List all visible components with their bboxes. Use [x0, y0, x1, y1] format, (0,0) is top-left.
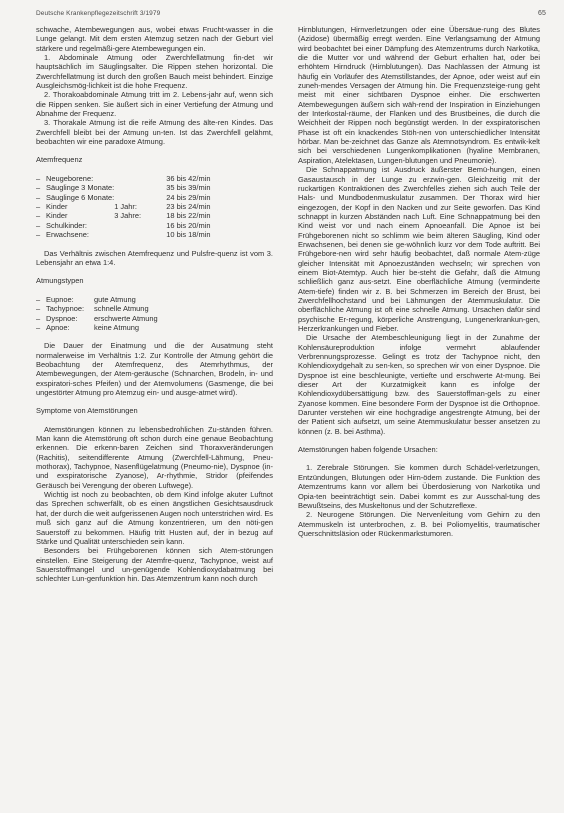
left-column: [36, 25, 273, 584]
frequency-table: [36, 174, 210, 240]
frequency-age: [114, 174, 166, 183]
frequency-value: 35 bis 39/min: [166, 183, 211, 193]
frequency-label: Schulkinder:: [46, 220, 87, 230]
paragraph-cerebral: 1. Zerebrale Störungen. Sie kommen durch Schädel-verletzungen, Entzündungen, Blutungen oder Hirn-ödem zustande. Die Funktion des Atemzentrums kann vor allem bei Überdosierung von Narkotika und Opia-ten beeinträchtigt sein. Dabei kommt es zur Ausschal-tung des Bewußtseins, des Muskeltonus und der Schutzreflexe.: [298, 463, 540, 510]
type-value: erschwerte Atmung: [94, 313, 158, 323]
paragraph-schnappatmung: Die Schnappatmung ist Ausdruck äußerster Bemü-hungen, einen Gasaustausch in der Lunge zu erzwin-gen. Gleichzeitig mit der ruckartigen Kontraktionen des Zwerchfelles ziehen sich auch Teile der Hals- und Mundbodenmuskulatur zusammen. Der Thorax wird hier eingezogen, der Kopf in den Nacken und zur Seite geworfen. Das Kind schnappt in kurzen Abständen nach Luft. Eine Schnappatmung bei den Kind weist vor und nach einem Apnoeanfall. Die Apnoe ist bei Frühgeborenen nicht so schlimm wie beim älteren Säugling, Kind oder Erwachsenen, bei denen sie ge-wöhnlich kurz vor dem Tode auftritt. Bei Frühgebore-nen wird sehr häufig beobachtet, daß normale Atem-züge gleicher Intensität mit Apnoezuständen wechseln; wir sprechen von einem Biot-Atemtyp. Auch hier be-steht die Gefahr, daß die Atmung schließlich ganz aus-setzt. Eine oberflächliche Atmung (verminderte Atem-tiefe) finden wir z. B. bei Schmerzen im Bereich der Brust, bei Zwerchfellhochstand und bei Lähmungen der Atemmuskulatur. Die oberflächliche Atmung ist oft eine schnelle Atmung. Ursachen dafür sind psychische Er-regung, körperliche Anstrengung, Lungenerkrankun-gen, Herzerkrankungen und Fieber.: [298, 165, 540, 333]
dash-mark: –: [36, 313, 41, 323]
dash-mark: –: [36, 220, 41, 230]
type-value: gute Atmung: [94, 294, 136, 304]
frequency-value: 23 bis 24/min: [166, 202, 211, 212]
type-row: [36, 295, 158, 304]
frequency-label: Kinder: [46, 211, 68, 221]
dash-mark: –: [36, 304, 41, 314]
type-label: Dyspnoe:: [46, 313, 78, 323]
frequency-age: [114, 230, 166, 239]
type-value: schnelle Atmung: [94, 304, 149, 314]
type-row: [36, 314, 158, 323]
frequency-label: Erwachsene:: [46, 230, 89, 240]
dash-mark: –: [36, 322, 41, 332]
paragraph-ratio: Das Verhältnis zwischen Atemfrequenz und Pulsfre-quenz ist vom 3. Lebensjahr an etwa 1:4.: [36, 248, 273, 267]
running-title: Deutsche Krankenpflegezeitschrift 3/1979: [36, 10, 161, 17]
paragraph-premature: Besonders bei Frühgeborenen können sich Atem-störungen einstellen. Eine Steigerung der Atemfre-quenz, Tachypnoe, weist auf Sauerstoffmangel und un-genügende Kohlendioxydabatmung bei schlechter Lun-genfunktion hin. Das Atemzentrum kann noch durch: [36, 546, 273, 584]
frequency-value: 18 bis 22/min: [166, 211, 211, 221]
paragraph-symptoms: Atemstörungen können zu lebensbedrohlichen Zu-ständen führen. Man kann die Atemstörung oft schon durch eine genaue Beobachtung erkennen. Die erkenn-baren Zeichen sind Thoraxveränderungen (Rachitis), seitendifferente Atmung (Zwerchfell-Lähmung, Pneu-mothorax), Tachypnoe, Nasenflügelatmung (Pneumo-nie), Dyspnoe (in- und exspiratorische Zyanose), Ar-rhythmie, Stridor (pfeifendes Geräusch bei Verengung der oberen Luftwege).: [36, 424, 273, 490]
page-number: 65: [538, 10, 546, 17]
frequency-label: Neugeborene:: [46, 173, 94, 183]
paragraph-thorakal: 3. Thorakale Atmung ist die reife Atmung des älte-ren Kindes. Das Zwerchfell bleibt bei der Atmung un-ten. Ist das Zwerchfell gelähmt, beobachten wir eine paradoxe Atmung.: [36, 118, 273, 147]
frequency-age: [114, 221, 166, 230]
paragraph-duration: Die Dauer der Einatmung und die der Ausatmung steht normalerweise im Verhältnis 1:2. Zur Kontrolle der Atmung gehört die Beobachtung der Atemfrequenz, des Atemrhythmus, der Atembewegungen, der Atem-geräusche (Schnarchen, Brodeln, in- und exspiratori-sches Pfeifen) und der Atemvolumens (Gasmenge, die bei ungestörter Atmung pro Atemzug ein- und ausge-atmet wird).: [36, 341, 273, 398]
dash-mark: –: [36, 230, 41, 240]
frequency-value: 16 bis 20/min: [166, 220, 211, 230]
frequency-age: 1 Jahr:: [114, 202, 137, 212]
type-label: Tachypnoe:: [46, 304, 85, 314]
types-table: [36, 295, 158, 333]
frequency-value: 10 bis 18/min: [166, 230, 211, 240]
paragraph-important: Wichtig ist noch zu beobachten, ob dem Kind infolge akuter Luftnot das Sprechen schwerfällt, ob es einen ängstlichen Gesichtsausdruck hat, der durch die weit aufgerissenen Augen noch unterstrichen wird. Es muß sich ganz auf die Atmung konzentrieren, um den nöti-gen Sauerstoff zu bekommen. Häufig tritt Husten auf, der in bezug auf Stärke und Qualität unterschieden sein kann.: [36, 490, 273, 546]
frequency-label: Säuglinge 3 Monate:: [46, 183, 115, 193]
frequency-value: 24 bis 29/min: [166, 192, 211, 202]
frequency-age: [114, 193, 166, 202]
dash-mark: –: [36, 173, 41, 183]
intro-paragraph: schwache, Atembewegungen aus, wobei etwas Frucht-wasser in die Lunge gelangt. Mit dem ersten Atemzug setzen nach der Geburt viel stärkere und regelmäßi-gere Atembewegungen ein.: [36, 25, 273, 53]
heading-ursachen: Atemstörungen haben folgende Ursachen:: [298, 445, 438, 455]
heading-atemfrequenz: Atemfrequenz: [36, 155, 83, 165]
type-label: Apnoe:: [46, 322, 70, 332]
frequency-row: [36, 221, 210, 230]
frequency-row: [36, 230, 210, 239]
paragraph-continue: Hirnblutungen, Hirnverletzungen oder eine Übersäue-rung des Blutes (Azidose) übermäßig erregt werden. Eine Verlangsamung der Atmung wird beobachtet bei einer Dämpfung des Atemzentrums durch Narkotika, die die Mutter vor und während der Geburt erhalten hat, oder bei erhöhtem Hirndruck (Hirnblutungen). Das Nachlassen der Atmung ist häufig ein Vorläufer des Atemstillstandes, der Apnoe, oder weist auf ein zuneh-mendes Versagen der Atmung hin. Die Frequenzsteige-rung geht meist mit einer sichtbaren Dyspnoe einher. Die erschwerten Atembewegungen äußern sich wäh-rend der Inspiration in Einziehungen der Interkostal-räume, der Flanken und des Brustbeines, die durch die Weichheit der Rippen noch begünstigt werden. In der exspiratorischen Phase ist oft ein knackendes Stöh-nen von unterschiedlicher Intensität hörbar. Man be-zeichnet das Ganze als Atemnotsyndrom. Es entwik-kelt sich bei verschiedenen Lungenkomplikationen (hyaline Membranen, Aspiration, Atelektasen, Lungen-blutungen und Pneumonie).: [298, 25, 540, 165]
frequency-age: 3 Jahre:: [114, 211, 142, 221]
frequency-value: 36 bis 42/min: [166, 173, 211, 183]
paragraph-cause: Die Ursache der Atembeschleunigung liegt in der Zunahme der Kohlensäureproduktion infolge vermehrt ablaufender Verbrennungsprozesse. Gelingt es trotz der Tachypnoe nicht, den Kohlendioxydgehalt zu sen-ken, so sprechen wir von einer Dyspnoe. Die Dyspnoe ist eine beschleunigte, vertiefte und erschwerte At-mung. Bei dieser Art der Kurzatmigkeit kann es infolge der Kohlendioxydübersättigung bzw. des Sauerstoffman-gels zu einer Zyanose kommen. Eine besondere Form der Dyspnoe ist die Orthopnoe. Darunter verstehen wir eine hochgradige angestrengte Atmung, bei der der Patient sich aufsetzt, um seine Atemmuskulatur besser ansetzen zu können (z. B. bei Asthma).: [298, 333, 540, 436]
dash-mark: –: [36, 211, 41, 221]
frequency-label: Säuglinge 6 Monate:: [46, 192, 115, 202]
dash-mark: –: [36, 294, 41, 304]
heading-atmungstypen: Atmungstypen: [36, 276, 84, 286]
heading-symptome: Symptome von Atemstörungen: [36, 406, 138, 416]
paragraph-abdominal: 1. Abdominale Atmung oder Zwerchfellatmung fin-det wir hauptsächlich im Säuglingsalter. Die Rippen stehen horizontal. Die Zwerchfellatmung ist durch den großen Bauch meist behindert. Einzige Ausgleichsmög-lichkeit ist die hohe Frequenz.: [36, 53, 273, 91]
frequency-row: [36, 211, 210, 220]
type-label: Eupnoe:: [46, 294, 74, 304]
page-header: [36, 10, 546, 17]
dash-mark: –: [36, 202, 41, 212]
type-row: [36, 304, 158, 313]
type-row: [36, 323, 158, 332]
dash-mark: –: [36, 183, 41, 193]
right-column: [298, 25, 540, 538]
paragraph-thorakoabdominal: 2. Thorakoabdominale Atmung tritt im 2. Lebens-jahr auf, wenn sich die Rippen senken. Sie äußert sich in einer Vertiefung der Atmung und Abnahme der Frequenz.: [36, 90, 273, 119]
frequency-row: [36, 174, 210, 183]
frequency-label: Kinder: [46, 202, 68, 212]
dash-mark: –: [36, 192, 41, 202]
frequency-age: [114, 183, 166, 192]
frequency-row: [36, 183, 210, 192]
paragraph-neurogen: 2. Neurogene Störungen. Die Nervenleitung vom Gehirn zu den Atemmuskeln ist unterbrochen, z. B. bei Poliomyelitis, traumatischer Querschnittsläsion oder Rückenmarkstumoren.: [298, 510, 540, 538]
frequency-row: [36, 202, 210, 211]
type-value: keine Atmung: [94, 322, 140, 332]
frequency-row: [36, 193, 210, 202]
